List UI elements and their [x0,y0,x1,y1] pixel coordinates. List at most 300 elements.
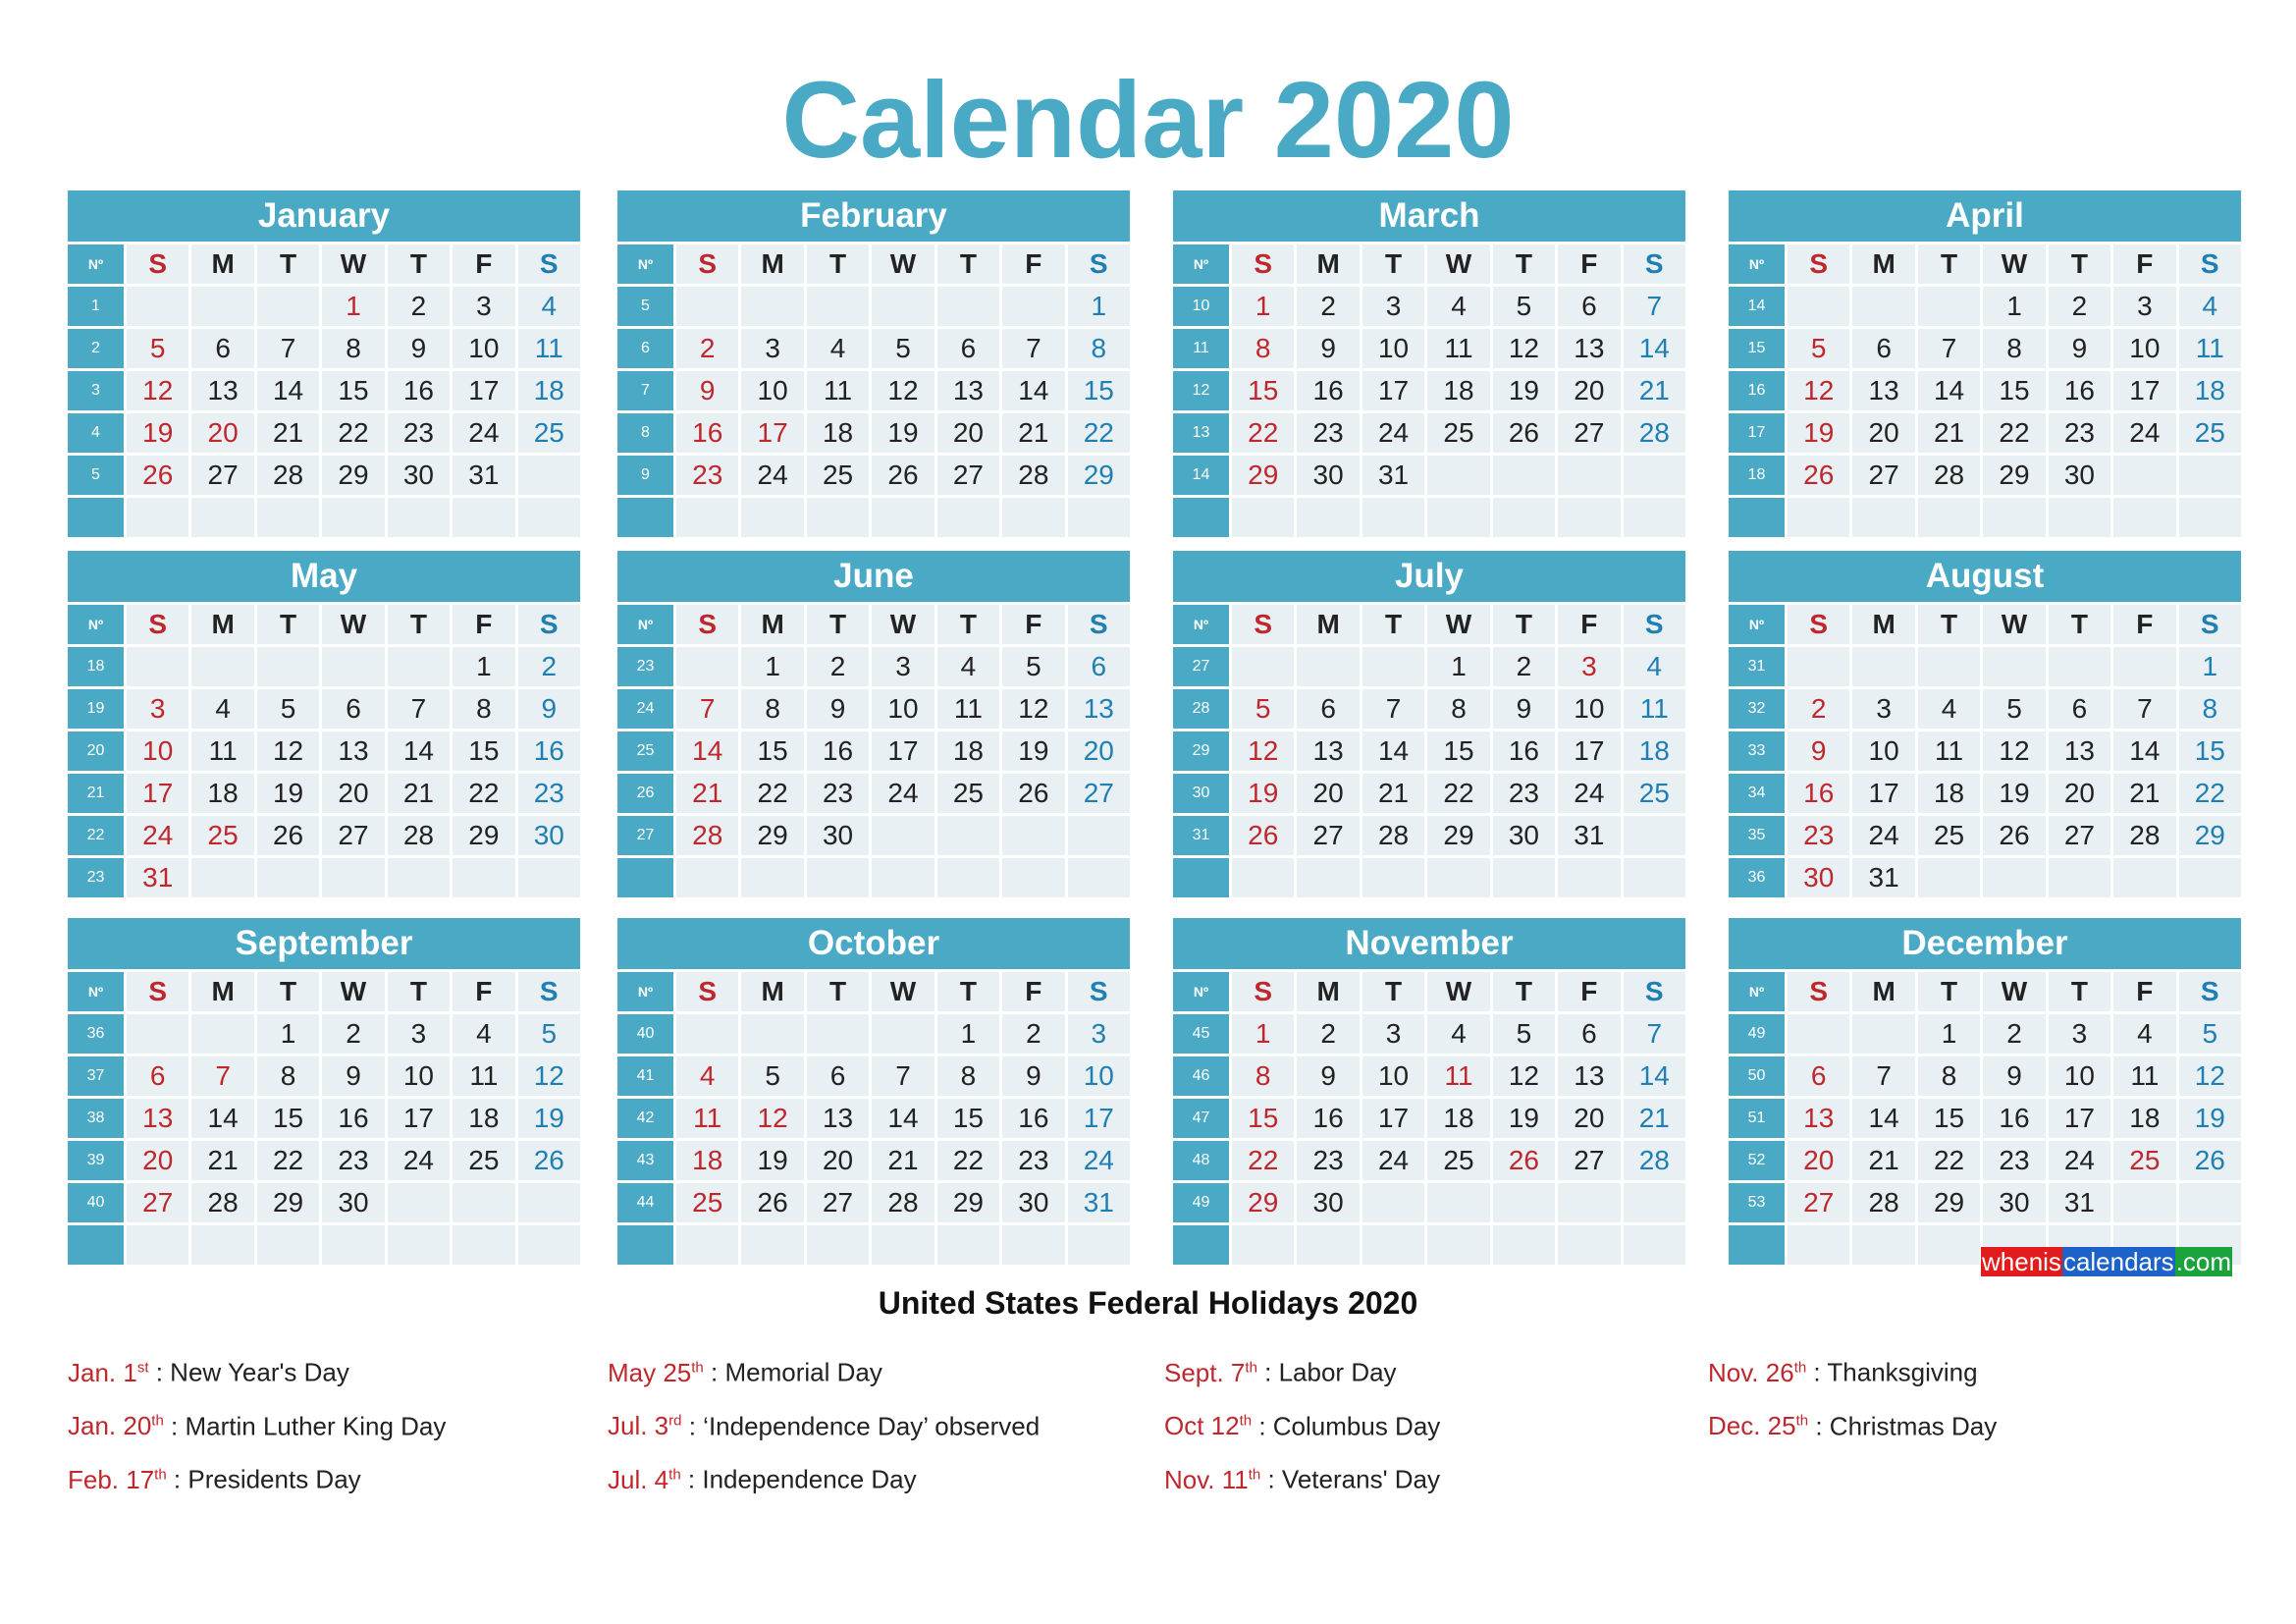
week-number: 49 [1729,1014,1785,1054]
day-cell: 17 [1362,371,1424,410]
week-number: 38 [68,1099,124,1138]
day-cell: 6 [191,329,253,368]
day-cell: 28 [1624,1141,1685,1180]
day-cell: 8 [1427,689,1489,729]
holiday-name: : Martin Luther King Day [163,1411,447,1441]
day-cell: 26 [1788,456,1849,495]
week-number: 35 [1729,816,1785,855]
day-cell [937,858,999,897]
week-number: 31 [1729,647,1785,686]
week-number: 26 [617,774,673,813]
day-cell: 3 [453,287,514,326]
day-cell: 31 [127,858,188,897]
day-cell: 1 [2179,647,2241,686]
day-cell: 22 [1918,1141,1980,1180]
day-cell: 25 [2113,1141,2175,1180]
day-cell: 7 [872,1056,934,1096]
day-cell: 10 [872,689,934,729]
holiday-item [608,1450,1138,1504]
day-cell: 1 [322,287,384,326]
day-cell [676,858,738,897]
day-cell: 31 [2049,1183,2110,1222]
holiday-date-suffix: th [151,1412,164,1430]
day-cell: 26 [127,456,188,495]
month-grid [1173,972,1685,1265]
day-cell: 3 [741,329,803,368]
holiday-date-suffix: th [1239,1412,1253,1430]
day-cell: 29 [1983,456,2045,495]
week-number: 18 [68,647,124,686]
day-cell: 30 [1493,816,1555,855]
week-number [1173,498,1229,537]
week-number: 41 [617,1056,673,1096]
day-cell [1983,858,2045,897]
day-cell: 12 [257,731,319,771]
weekday-header: S [1232,605,1294,644]
day-cell [518,456,580,495]
day-cell: 2 [388,287,450,326]
week-number: 22 [68,816,124,855]
week-number [1729,498,1785,537]
day-cell: 16 [2049,371,2110,410]
day-cell: 13 [1558,329,1620,368]
holiday-item [608,1397,1138,1451]
day-cell: 28 [2113,816,2175,855]
week-number: 12 [1173,371,1229,410]
day-cell: 29 [1232,1183,1294,1222]
day-cell [1852,498,1914,537]
weekday-header: W [872,605,934,644]
day-cell: 11 [1427,1056,1489,1096]
month-grid [617,244,1130,537]
weekday-header: T [388,605,450,644]
day-cell: 31 [1068,1183,1130,1222]
day-cell: 5 [518,1014,580,1054]
weekday-header: T [807,244,869,284]
day-cell: 21 [1362,774,1424,813]
day-cell: 23 [322,1141,384,1180]
day-cell [1624,1183,1685,1222]
weekday-header: M [191,972,253,1011]
day-cell [2179,858,2241,897]
day-cell: 7 [191,1056,253,1096]
week-number-header: Nº [1729,244,1785,284]
day-cell [2049,647,2110,686]
day-cell: 27 [1788,1183,1849,1222]
day-cell: 18 [1427,371,1489,410]
day-cell: 28 [388,816,450,855]
day-cell: 27 [1068,774,1130,813]
day-cell [872,498,934,537]
day-cell: 7 [257,329,319,368]
day-cell: 3 [388,1014,450,1054]
week-number: 42 [617,1099,673,1138]
day-cell: 7 [1852,1056,1914,1096]
day-cell: 1 [1068,287,1130,326]
month-october [617,918,1130,1265]
day-cell: 15 [1232,371,1294,410]
week-number: 19 [68,689,124,729]
week-number: 51 [1729,1099,1785,1138]
day-cell [257,1225,319,1265]
day-cell [191,858,253,897]
day-cell: 4 [676,1056,738,1096]
day-cell: 11 [1918,731,1980,771]
holiday-date [1708,1411,1808,1440]
day-cell: 8 [937,1056,999,1096]
day-cell [322,498,384,537]
day-cell: 19 [1002,731,1064,771]
day-cell: 24 [2049,1141,2110,1180]
holiday-column [68,1343,598,1504]
day-cell [2179,498,2241,537]
day-cell: 16 [1983,1099,2045,1138]
day-cell: 12 [1788,371,1849,410]
weekday-header: W [1983,244,2045,284]
day-cell: 8 [1232,329,1294,368]
day-cell: 22 [741,774,803,813]
month-june [617,551,1130,897]
day-cell [388,858,450,897]
day-cell [1558,858,1620,897]
day-cell: 5 [2179,1014,2241,1054]
day-cell [1788,1225,1849,1265]
day-cell: 20 [1788,1141,1849,1180]
day-cell [1624,456,1685,495]
weekday-header: M [1297,605,1359,644]
week-number: 27 [617,816,673,855]
day-cell: 21 [1918,413,1980,453]
month-title: May [68,551,580,602]
day-cell [676,287,738,326]
day-cell: 20 [322,774,384,813]
holiday-date-text: Sept. 7 [1164,1357,1246,1387]
day-cell: 1 [1427,647,1489,686]
weekday-header: W [1983,972,2045,1011]
holiday-date [1164,1358,1257,1387]
day-cell [741,1225,803,1265]
day-cell: 27 [1558,1141,1620,1180]
day-cell [388,498,450,537]
day-cell: 20 [807,1141,869,1180]
day-cell: 20 [1297,774,1359,813]
holiday-name: : Columbus Day [1252,1411,1441,1441]
month-grid [68,244,580,537]
holiday-name: : Independence Day [680,1464,917,1494]
day-cell: 23 [1493,774,1555,813]
day-cell: 28 [872,1183,934,1222]
day-cell: 10 [1068,1056,1130,1096]
day-cell [191,498,253,537]
day-cell: 29 [322,456,384,495]
day-cell: 16 [388,371,450,410]
day-cell: 16 [1002,1099,1064,1138]
day-cell [1232,858,1294,897]
day-cell: 18 [1918,774,1980,813]
weekday-header: T [1493,605,1555,644]
day-cell: 27 [807,1183,869,1222]
weekday-header: S [127,244,188,284]
day-cell: 14 [191,1099,253,1138]
day-cell [127,1225,188,1265]
day-cell: 24 [1068,1141,1130,1180]
day-cell: 17 [741,413,803,453]
holiday-date-text: Jan. 20 [68,1411,152,1441]
day-cell: 14 [676,731,738,771]
day-cell [741,858,803,897]
day-cell: 17 [2049,1099,2110,1138]
day-cell: 17 [1362,1099,1424,1138]
month-march [1173,190,1685,537]
day-cell: 28 [1918,456,1980,495]
day-cell: 4 [937,647,999,686]
day-cell: 28 [1852,1183,1914,1222]
day-cell: 27 [127,1183,188,1222]
day-cell [257,498,319,537]
day-cell [1788,647,1849,686]
weekday-header: S [518,605,580,644]
day-cell: 9 [518,689,580,729]
day-cell [518,1183,580,1222]
day-cell: 7 [388,689,450,729]
day-cell: 25 [676,1183,738,1222]
day-cell: 21 [388,774,450,813]
day-cell [937,498,999,537]
day-cell: 3 [2113,287,2175,326]
day-cell [322,858,384,897]
weekday-header: T [2049,972,2110,1011]
weekday-header: W [1427,605,1489,644]
day-cell [2113,456,2175,495]
weekday-header: W [872,244,934,284]
day-cell: 7 [1362,689,1424,729]
week-number-header: Nº [1173,605,1229,644]
day-cell [1983,498,2045,537]
day-cell: 16 [676,413,738,453]
month-april [1729,190,2241,537]
day-cell: 13 [1788,1099,1849,1138]
day-cell [676,1225,738,1265]
day-cell: 19 [1232,774,1294,813]
holiday-date [1164,1411,1252,1440]
day-cell: 16 [518,731,580,771]
day-cell: 7 [1624,287,1685,326]
holiday-column [1164,1343,1694,1504]
holiday-date [608,1358,704,1387]
weekday-header: M [191,605,253,644]
day-cell: 28 [1002,456,1064,495]
week-number: 33 [1729,731,1785,771]
weekday-header: S [2179,605,2241,644]
day-cell [1297,858,1359,897]
weekday-header: M [741,972,803,1011]
month-title: June [617,551,1130,602]
week-number: 31 [1173,816,1229,855]
day-cell: 21 [1624,1099,1685,1138]
day-cell: 25 [2179,413,2241,453]
day-cell: 12 [872,371,934,410]
day-cell [1002,816,1064,855]
day-cell [676,1014,738,1054]
month-grid [1729,972,2241,1265]
weekday-header: W [322,244,384,284]
day-cell [872,287,934,326]
day-cell: 11 [807,371,869,410]
day-cell: 10 [2049,1056,2110,1096]
day-cell: 11 [453,1056,514,1096]
week-number: 32 [1729,689,1785,729]
day-cell: 6 [1558,1014,1620,1054]
month-grid [68,972,580,1265]
day-cell: 8 [1918,1056,1980,1096]
day-cell [1362,498,1424,537]
weekday-header: T [257,605,319,644]
month-title: September [68,918,580,969]
day-cell [1918,498,1980,537]
day-cell [1068,1225,1130,1265]
day-cell: 11 [676,1099,738,1138]
day-cell: 1 [453,647,514,686]
day-cell: 14 [1624,1056,1685,1096]
day-cell: 7 [1002,329,1064,368]
holiday-name: : Memorial Day [703,1357,882,1387]
weekday-header: S [1068,972,1130,1011]
holiday-date-text: Nov. 26 [1708,1357,1794,1387]
day-cell: 23 [1002,1141,1064,1180]
day-cell: 10 [388,1056,450,1096]
day-cell: 14 [388,731,450,771]
day-cell: 31 [1852,858,1914,897]
day-cell [1788,287,1849,326]
weekday-header: M [1297,244,1359,284]
day-cell [1002,858,1064,897]
day-cell: 22 [1068,413,1130,453]
weekday-header: F [1002,605,1064,644]
day-cell: 10 [1852,731,1914,771]
month-title: November [1173,918,1685,969]
day-cell: 21 [872,1141,934,1180]
day-cell [2113,858,2175,897]
holiday-name: : Thanksgiving [1806,1357,1978,1387]
day-cell: 1 [257,1014,319,1054]
day-cell [1362,858,1424,897]
day-cell: 29 [1918,1183,1980,1222]
day-cell: 13 [127,1099,188,1138]
week-number-header: Nº [617,605,673,644]
day-cell: 2 [1002,1014,1064,1054]
weekday-header: M [741,605,803,644]
day-cell: 9 [1002,1056,1064,1096]
day-cell: 17 [453,371,514,410]
day-cell [322,647,384,686]
day-cell: 1 [741,647,803,686]
day-cell: 24 [1852,816,1914,855]
week-number: 4 [68,413,124,453]
day-cell [1362,647,1424,686]
weekday-header: M [1297,972,1359,1011]
week-number [1729,1225,1785,1265]
day-cell: 26 [1493,413,1555,453]
day-cell: 4 [2113,1014,2175,1054]
day-cell: 8 [1232,1056,1294,1096]
weekday-header: W [1427,244,1489,284]
day-cell [191,1014,253,1054]
day-cell: 27 [322,816,384,855]
weekday-header: F [1002,244,1064,284]
day-cell [1427,498,1489,537]
day-cell: 4 [1427,1014,1489,1054]
day-cell: 25 [1624,774,1685,813]
month-title: January [68,190,580,242]
day-cell: 22 [257,1141,319,1180]
week-number: 18 [1729,456,1785,495]
holiday-date-text: Feb. 17 [68,1464,155,1494]
day-cell: 28 [257,456,319,495]
day-cell: 25 [937,774,999,813]
day-cell: 11 [191,731,253,771]
holiday-item [68,1397,598,1451]
day-cell: 2 [676,329,738,368]
day-cell: 10 [1558,689,1620,729]
day-cell: 22 [1427,774,1489,813]
day-cell: 7 [2113,689,2175,729]
day-cell: 11 [1427,329,1489,368]
day-cell: 15 [257,1099,319,1138]
day-cell [1068,858,1130,897]
week-number: 47 [1173,1099,1229,1138]
day-cell: 22 [322,413,384,453]
day-cell: 28 [676,816,738,855]
day-cell: 30 [322,1183,384,1222]
day-cell [1362,1225,1424,1265]
month-january [68,190,580,537]
day-cell: 10 [741,371,803,410]
day-cell: 27 [937,456,999,495]
day-cell [191,1225,253,1265]
day-cell: 5 [1788,329,1849,368]
week-number: 24 [617,689,673,729]
day-cell: 16 [1493,731,1555,771]
day-cell: 13 [322,731,384,771]
day-cell: 9 [676,371,738,410]
day-cell: 20 [937,413,999,453]
day-cell [2113,498,2175,537]
day-cell: 16 [1788,774,1849,813]
day-cell: 6 [1068,647,1130,686]
day-cell: 14 [1362,731,1424,771]
day-cell: 13 [191,371,253,410]
weekday-header: S [1068,244,1130,284]
weekday-header: W [1983,605,2045,644]
day-cell: 5 [1232,689,1294,729]
day-cell: 25 [1427,1141,1489,1180]
holiday-date-text: Jan. 1 [68,1357,137,1387]
weekday-header: S [518,244,580,284]
day-cell: 27 [1297,816,1359,855]
day-cell [453,1225,514,1265]
day-cell: 8 [257,1056,319,1096]
day-cell [2179,1183,2241,1222]
holiday-date-suffix: th [154,1466,167,1484]
day-cell: 20 [1558,1099,1620,1138]
weekday-header: F [1558,972,1620,1011]
day-cell: 2 [2049,287,2110,326]
day-cell: 5 [1493,1014,1555,1054]
weekday-header: W [872,972,934,1011]
month-may [68,551,580,897]
day-cell: 17 [1558,731,1620,771]
weekday-header: S [2179,972,2241,1011]
